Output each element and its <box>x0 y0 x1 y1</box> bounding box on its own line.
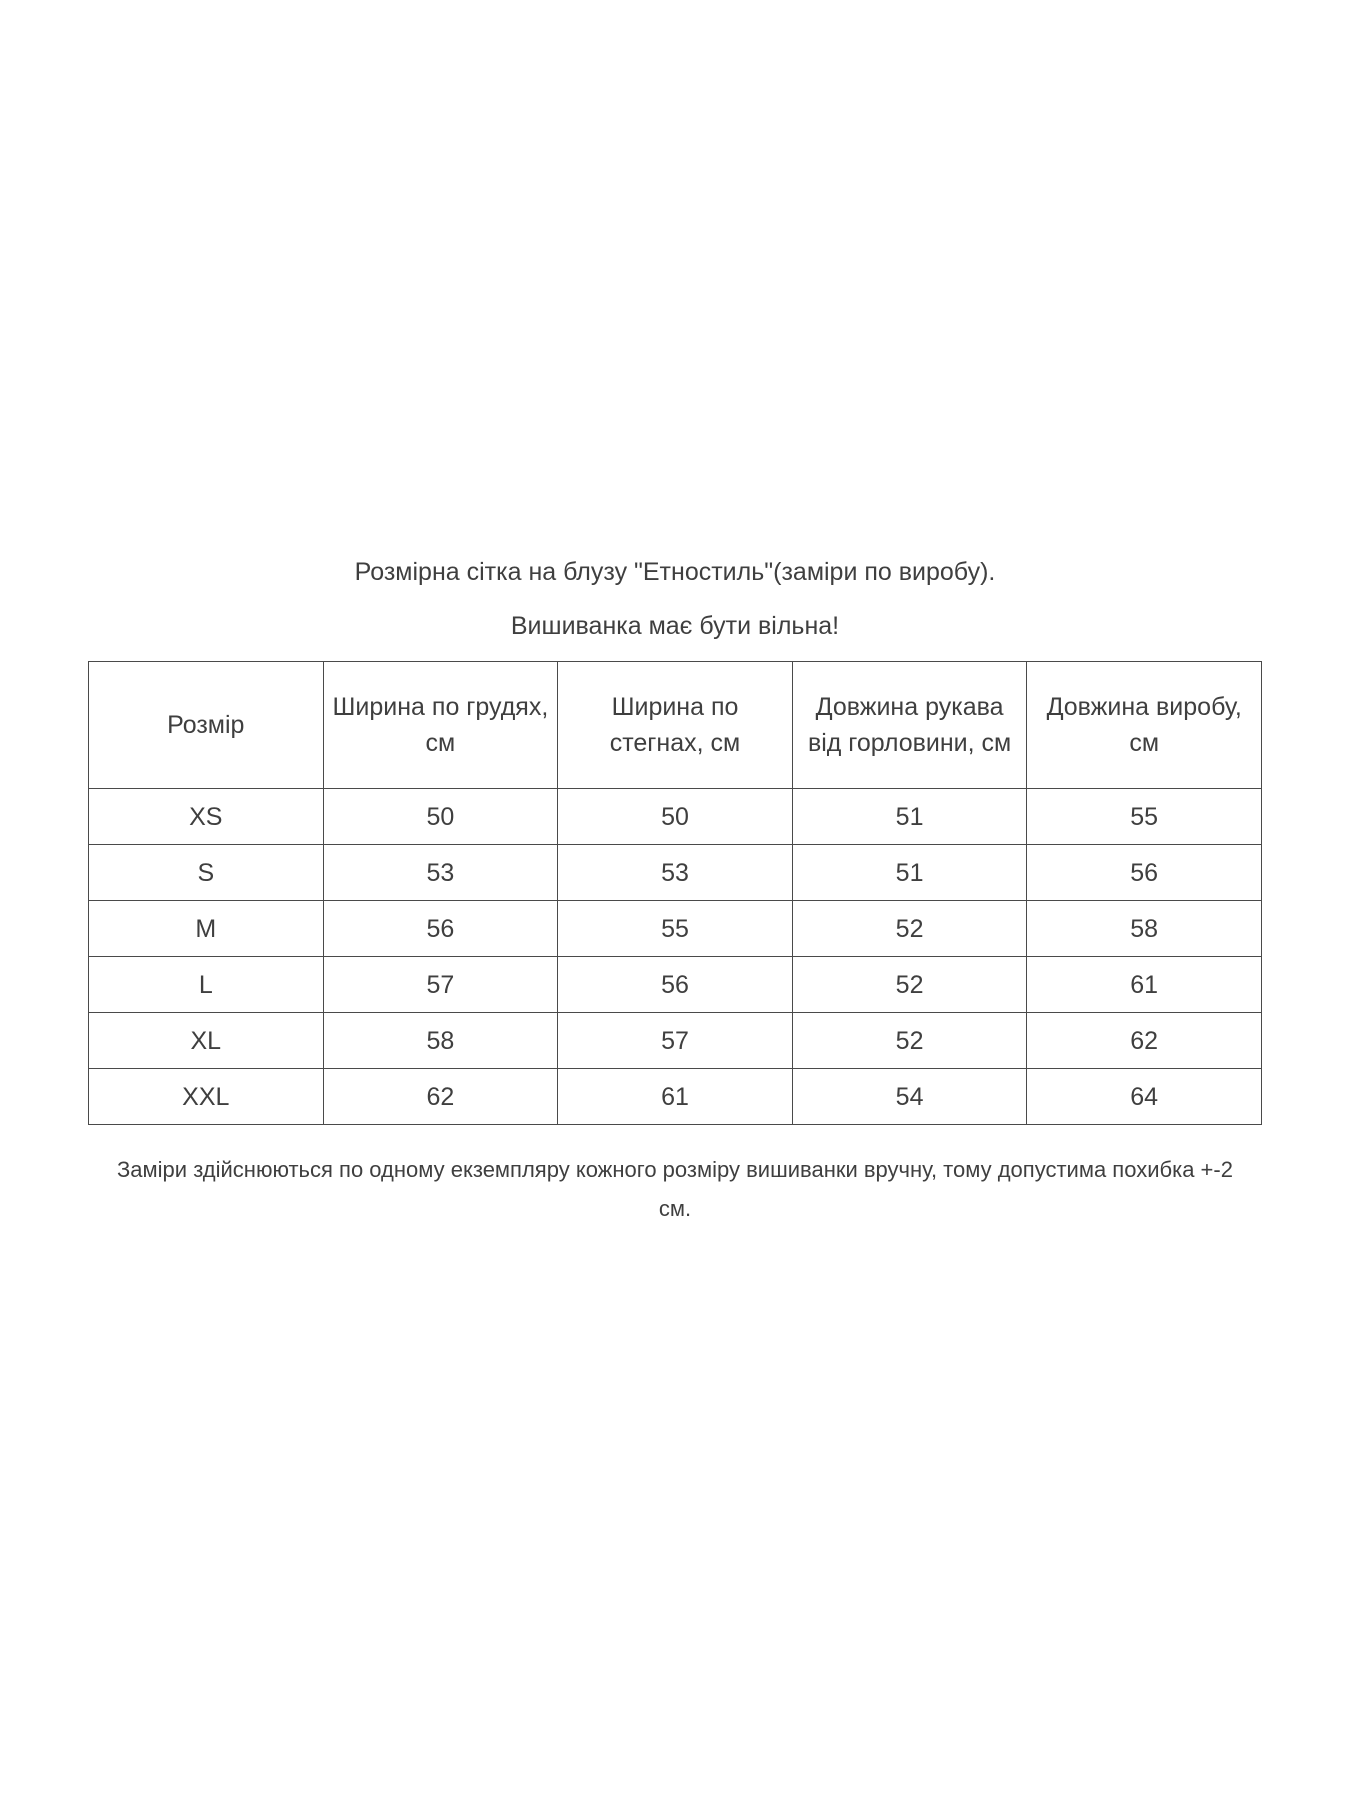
cell-chest: 56 <box>323 901 558 957</box>
page-subtitle: Вишиванка має бути вільна! <box>510 612 840 640</box>
cell-hip: 55 <box>558 901 793 957</box>
cell-hip: 61 <box>558 1069 793 1125</box>
cell-size: XS <box>89 789 324 845</box>
size-chart-table <box>88 661 1262 1125</box>
cell-length: 64 <box>1027 1069 1262 1125</box>
cell-hip: 50 <box>558 789 793 845</box>
table-row <box>89 957 1262 1013</box>
header-sleeve-length: Довжина рукава від горловини, см <box>792 662 1027 789</box>
table-header-row <box>89 662 1262 789</box>
header-chest-width: Ширина по грудях, см <box>323 662 558 789</box>
page-title: Розмірна сітка на блузу "Етностиль"(заміри по виробу). <box>354 558 996 586</box>
table-row <box>89 901 1262 957</box>
cell-sleeve: 51 <box>792 845 1027 901</box>
cell-sleeve: 54 <box>792 1069 1027 1125</box>
cell-hip: 57 <box>558 1013 793 1069</box>
cell-size: XL <box>89 1013 324 1069</box>
cell-length: 56 <box>1027 845 1262 901</box>
cell-length: 55 <box>1027 789 1262 845</box>
header-size: Розмір <box>89 662 324 789</box>
cell-sleeve: 52 <box>792 1013 1027 1069</box>
cell-hip: 53 <box>558 845 793 901</box>
cell-chest: 50 <box>323 789 558 845</box>
cell-length: 61 <box>1027 957 1262 1013</box>
cell-sleeve: 52 <box>792 901 1027 957</box>
table-row <box>89 1069 1262 1125</box>
cell-size: L <box>89 957 324 1013</box>
table-row <box>89 1013 1262 1069</box>
measurement-note: Заміри здійснюються по одному екземпляру кожного розміру вишиванки вручну, тому допустима похибка +-2 см. <box>117 1157 1233 1221</box>
cell-size: S <box>89 845 324 901</box>
cell-chest: 53 <box>323 845 558 901</box>
cell-length: 58 <box>1027 901 1262 957</box>
cell-size: XXL <box>89 1069 324 1125</box>
cell-sleeve: 52 <box>792 957 1027 1013</box>
cell-length: 62 <box>1027 1013 1262 1069</box>
cell-size: M <box>89 901 324 957</box>
cell-hip: 56 <box>558 957 793 1013</box>
header-garment-length: Довжина виробу, см <box>1027 662 1262 789</box>
cell-chest: 62 <box>323 1069 558 1125</box>
cell-chest: 57 <box>323 957 558 1013</box>
table-row <box>89 845 1262 901</box>
cell-sleeve: 51 <box>792 789 1027 845</box>
cell-chest: 58 <box>323 1013 558 1069</box>
header-hip-width: Ширина по стегнах, см <box>558 662 793 789</box>
table-row <box>89 789 1262 845</box>
